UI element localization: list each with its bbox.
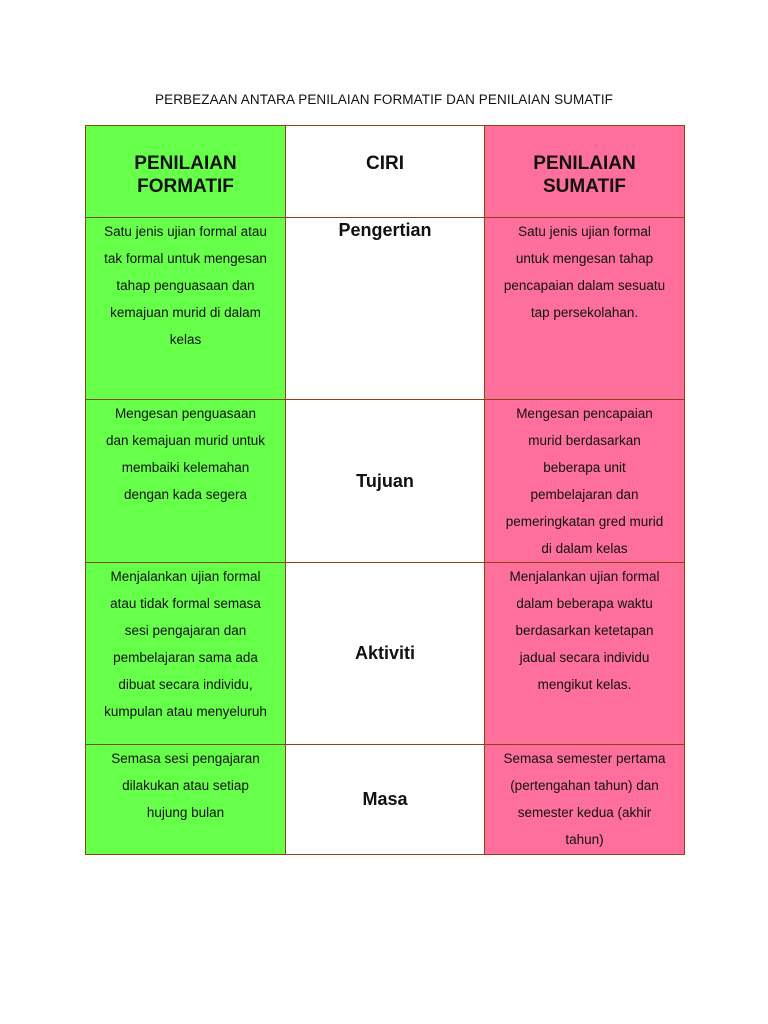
comparison-table xyxy=(85,125,685,855)
sumatif-cell xyxy=(485,218,685,400)
ciri-cell xyxy=(286,218,485,400)
formatif-cell xyxy=(86,218,286,400)
ciri-label: Tujuan xyxy=(356,470,414,491)
sumatif-cell xyxy=(485,745,685,855)
formatif-text: Mengesan penguasaan dan kemajuan murid untuk membaiki kelemahan dengan kada segera xyxy=(105,406,266,502)
formatif-cell xyxy=(86,400,286,563)
sumatif-text: Menjalankan ujian formal dalam beberapa waktu berdasarkan ketetapan jadual secara individu mengikut kelas. xyxy=(509,569,660,692)
formatif-text: Semasa sesi pengajaran dilakukan atau setiap hujung bulan xyxy=(111,751,260,820)
header-ciri-cell xyxy=(286,126,485,218)
table-row-tujuan xyxy=(86,400,685,563)
sumatif-text: Mengesan pencapaian murid berdasarkan beberapa unit pembelajaran dan pemeringkatan gred murid di dalam kelas xyxy=(505,406,664,556)
table-header-row xyxy=(86,126,685,218)
sumatif-cell xyxy=(485,563,685,745)
formatif-text: Menjalankan ujian formal atau tidak formal semasa sesi pengajaran dan pembelajaran sama ada dibuat secara individu, kumpulan atau menyeluruh xyxy=(104,569,267,719)
header-ciri: CIRI xyxy=(366,153,404,174)
ciri-label: Masa xyxy=(362,789,408,809)
ciri-cell xyxy=(286,400,485,563)
table-row-pengertian xyxy=(86,218,685,400)
table-row-aktiviti xyxy=(86,563,685,745)
header-sumatif-cell xyxy=(485,126,685,218)
ciri-cell xyxy=(286,563,485,745)
formatif-cell xyxy=(86,563,286,745)
document-title: PERBEZAAN ANTARA PENILAIAN FORMATIF DAN PENILAIAN SUMATIF xyxy=(154,92,614,107)
ciri-label: Aktiviti xyxy=(354,643,415,663)
formatif-cell xyxy=(86,745,286,855)
header-formatif: PENILAIAN FORMATIF xyxy=(134,153,237,197)
sumatif-text: Semasa semester pertama (pertengahan tahun) dan semester kedua (akhir tahun) xyxy=(503,751,666,847)
header-formatif-cell xyxy=(86,126,286,218)
ciri-label: Pengertian xyxy=(338,220,432,240)
sumatif-cell xyxy=(485,400,685,563)
ciri-cell xyxy=(286,745,485,855)
sumatif-text: Satu jenis ujian formal untuk mengesan tahap pencapaian dalam sesuatu tap persekolahan. xyxy=(503,224,666,320)
header-sumatif: PENILAIAN SUMATIF xyxy=(533,153,636,197)
table-row-masa xyxy=(86,745,685,855)
formatif-text: Satu jenis ujian formal atau tak formal untuk mengesan tahap penguasaan dan kemajuan murid di dalam kelas xyxy=(104,224,267,347)
